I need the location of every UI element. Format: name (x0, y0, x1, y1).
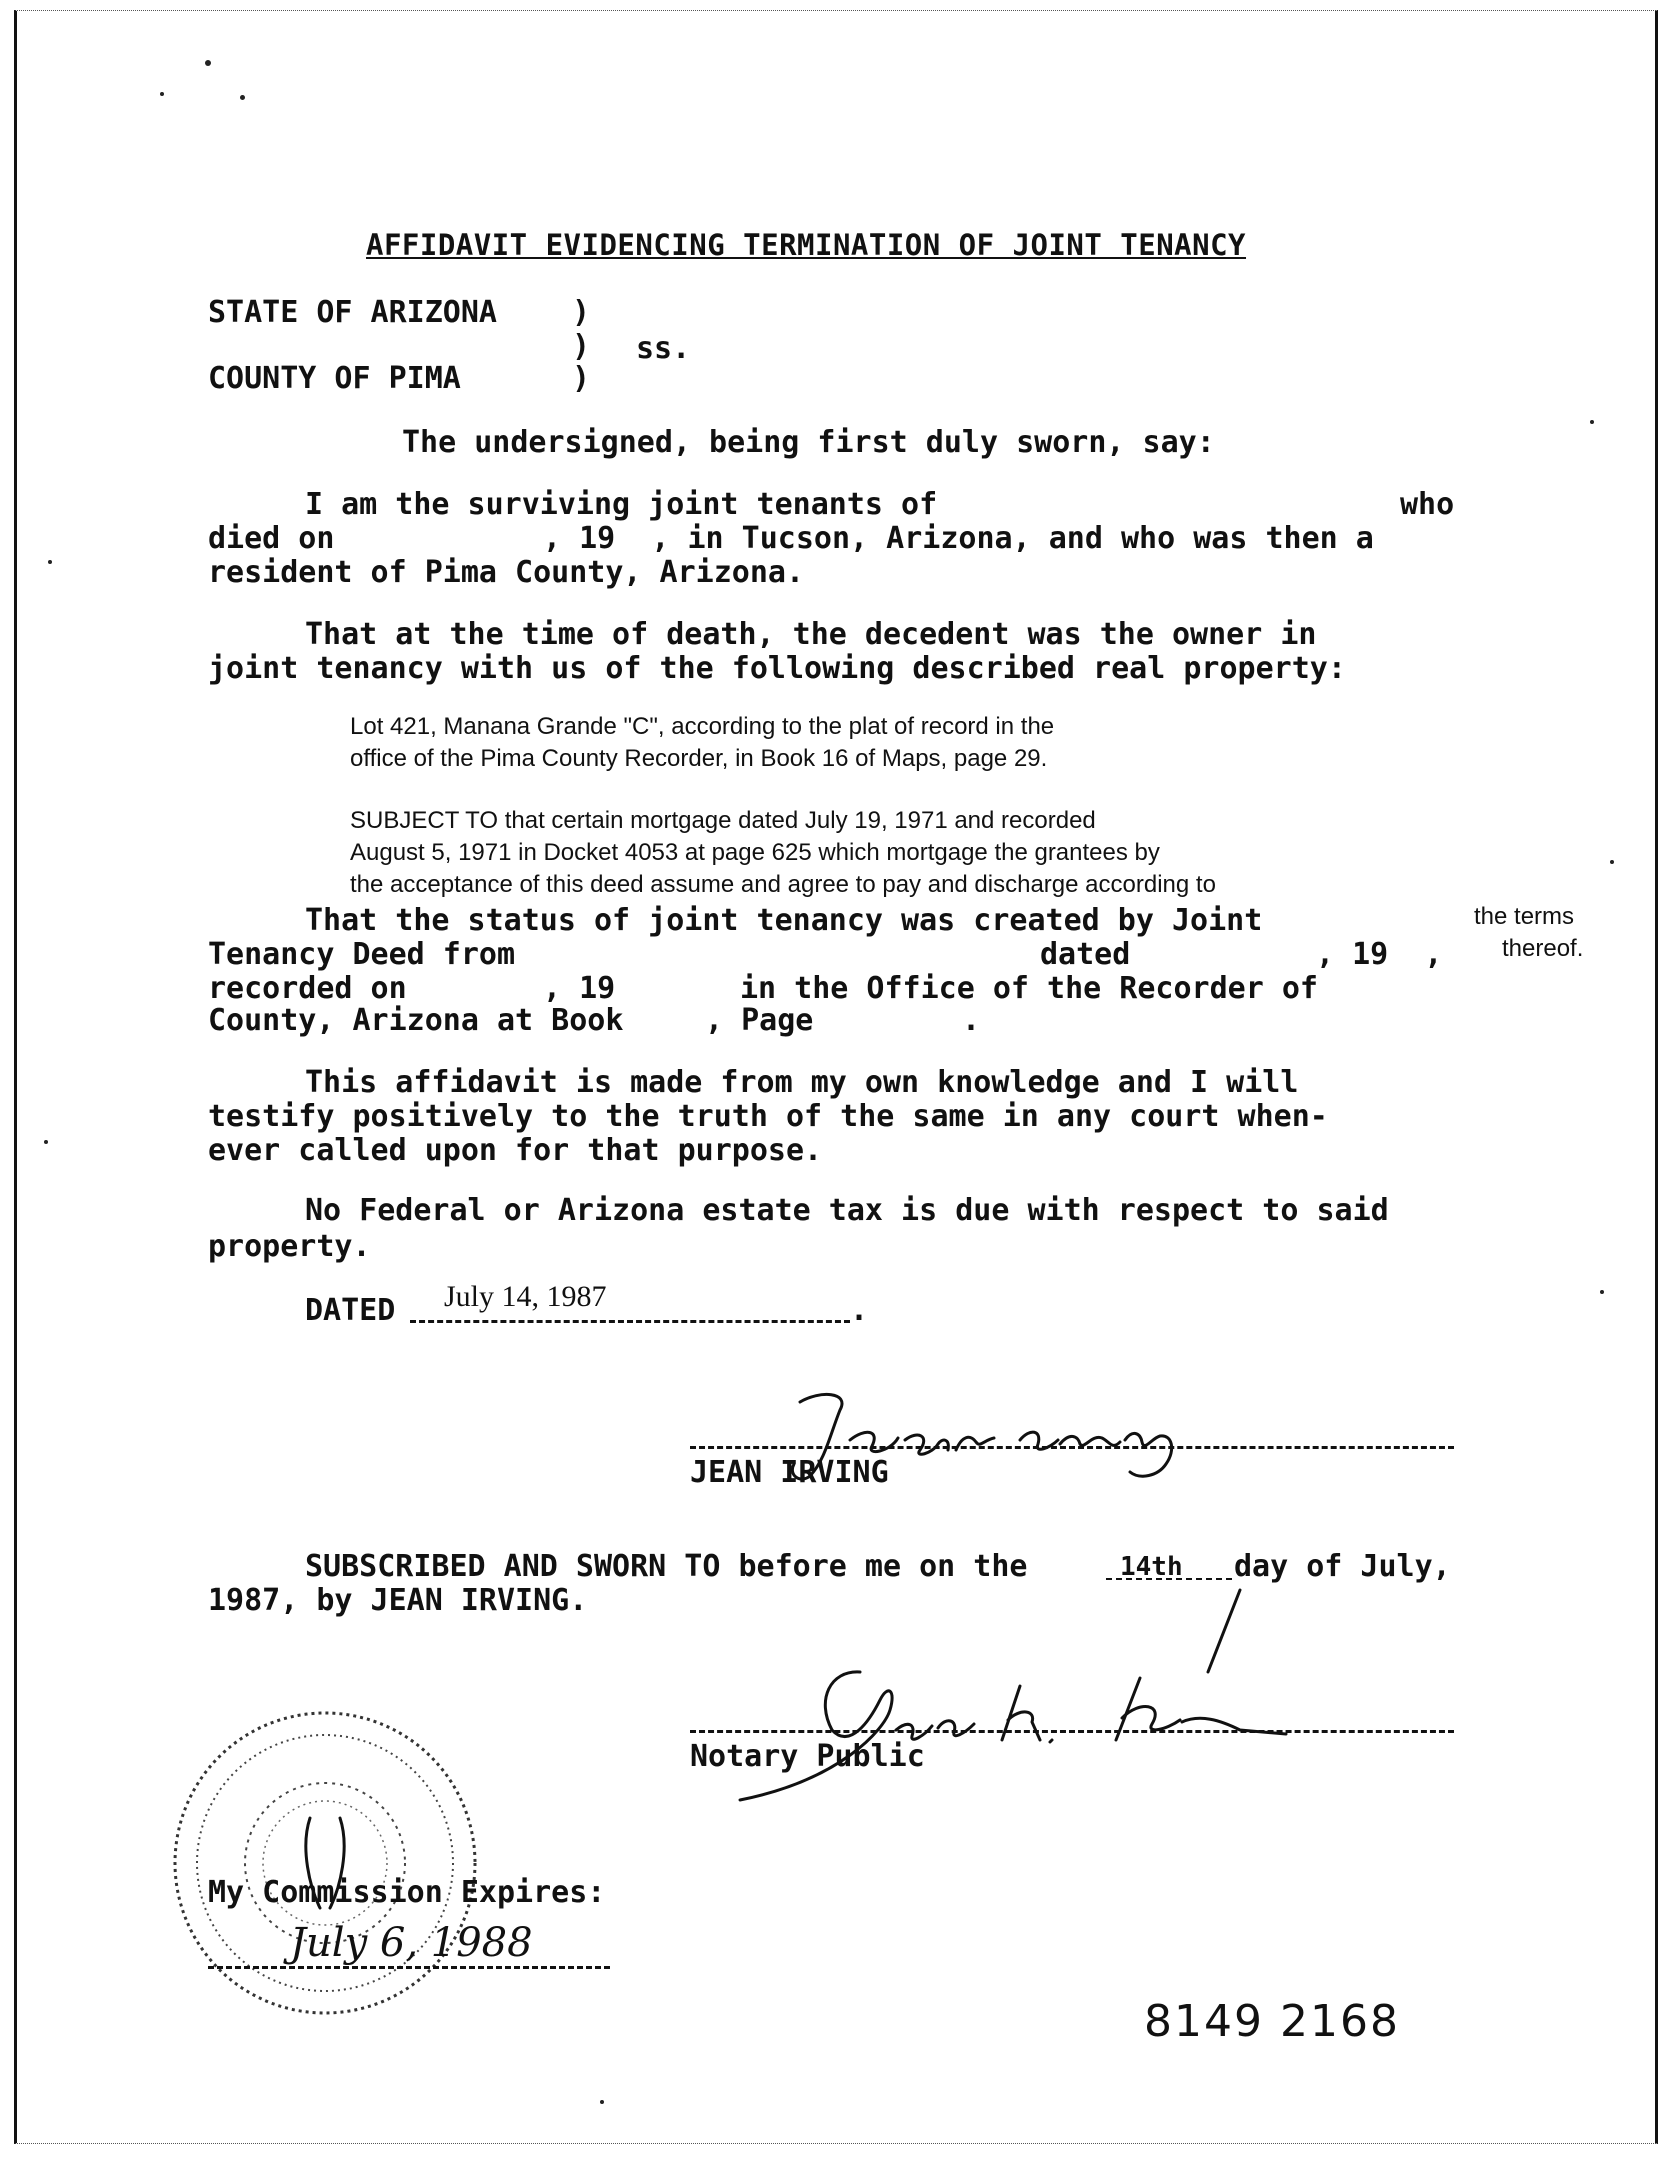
affiant-name: JEAN IRVING (690, 1455, 889, 1490)
dated-value: July 14, 1987 (444, 1280, 607, 1313)
para3-line3c: in the Office of the Recorder of (740, 971, 1318, 1006)
state-label: STATE OF ARIZONA (208, 295, 497, 330)
property-line2: office of the Pima County Recorder, in Book 16 of Maps, page 29. (350, 745, 1048, 772)
page-number: 8149 2168 (1144, 1996, 1400, 2047)
para3-line4c: . (962, 1003, 981, 1038)
jurat-line2: 1987, by JEAN IRVING. (208, 1583, 588, 1618)
intro-text: The undersigned, being first duly sworn, say: (402, 425, 1215, 460)
para3-line3b: , 19 (543, 971, 616, 1006)
para3-line2a: Tenancy Deed from (208, 937, 516, 972)
commission-line (208, 1966, 610, 1969)
para1-line3: resident of Pima County, Arizona. (208, 555, 805, 590)
commission-label: My Commission Expires: (208, 1875, 606, 1910)
subject-line1: SUBJECT TO that certain mortgage dated July 19, 1971 and recorded (350, 807, 1096, 834)
para3-line4b: , Page (705, 1003, 814, 1038)
venue-paren: ) (572, 361, 591, 396)
venue-paren: ) (572, 295, 591, 330)
para5-line2: property. (208, 1229, 371, 1264)
dated-line (410, 1320, 850, 1323)
county-label: COUNTY OF PIMA (208, 361, 461, 396)
para4-line3: ever called upon for that purpose. (208, 1133, 823, 1168)
dated-label: DATED (305, 1293, 396, 1328)
para3-line3a: recorded on (208, 971, 407, 1006)
venue-paren: ) (572, 329, 591, 364)
para3-line4a: County, Arizona at Book (208, 1003, 624, 1038)
para1-line1: I am the surviving joint tenants of (305, 487, 938, 522)
para5-line1: No Federal or Arizona estate tax is due with respect to said (305, 1193, 1389, 1228)
subject-line2: August 5, 1971 in Docket 4053 at page 625 which mortgage the grantees by (350, 839, 1160, 866)
dated-end: . (850, 1293, 869, 1328)
commission-value: July 6, 1988 (290, 1920, 533, 1966)
para2-line1: That at the time of death, the decedent was the owner in (305, 617, 1317, 652)
notary-seal (160, 1698, 490, 2028)
para3-line1: That the status of joint tenancy was created by Joint (305, 903, 1263, 938)
para3-line2b: dated (1040, 937, 1131, 972)
subject-line3: the acceptance of this deed assume and agree to pay and discharge according to (350, 871, 1216, 898)
para3-line2c: , 19 , (1316, 937, 1443, 972)
para1-line1-end: who (1400, 487, 1455, 522)
para4-line1: This affidavit is made from my own knowledge and I will (305, 1065, 1299, 1100)
para2-line2: joint tenancy with us of the following described real property: (208, 651, 1346, 686)
para1-line2a: died on (208, 521, 335, 556)
jurat-line1a: SUBSCRIBED AND SWORN TO before me on the (305, 1549, 1028, 1584)
para4-line2: testify positively to the truth of the same in any court when- (208, 1099, 1328, 1134)
subject-line4: the terms (1474, 903, 1575, 930)
property-line1: Lot 421, Manana Grande "C", according to the plat of record in the (350, 713, 1055, 740)
notary-signature (720, 1580, 1300, 1810)
jurat-day: 14th (1120, 1552, 1183, 1582)
jurat-line1b: day of July, (1234, 1549, 1451, 1584)
ss-label: ss. (636, 331, 691, 366)
notary-label: Notary Public (690, 1739, 925, 1774)
para1-line2b: , 19 , in Tucson, Arizona, and who was then a (543, 521, 1374, 556)
subject-line5: thereof. (1502, 935, 1584, 962)
document-title: AFFIDAVIT EVIDENCING TERMINATION OF JOINT TENANCY (366, 228, 1247, 262)
